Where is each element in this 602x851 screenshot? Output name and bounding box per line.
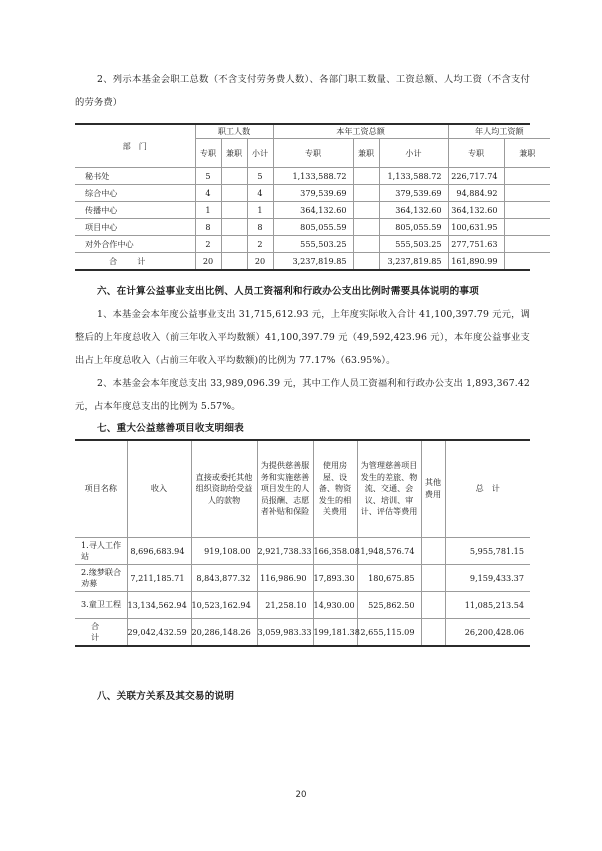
section-six-para-1: 1、本基金会本年度公益事业支出 31,715,612.93 元，上年度实际收入合计 41,100,397.79 元元，调整后的上年度总收入（前三年收入平均数额）41,100,397.79 元（49,592,423.96 元），本年度公益事业支出占上年度总收入（占前三年收入平均数额)的比例为 77.17%（63.95%）。 — [75, 309, 530, 366]
cell-department: 传播中心 — [75, 202, 195, 219]
cell-hc-full: 2 — [195, 236, 221, 253]
table-row — [75, 202, 550, 219]
staff-table-wrapper — [75, 123, 536, 271]
cell-direct-grant: 10,523,162.94 — [191, 592, 257, 619]
table-row — [75, 219, 550, 236]
cell-pc-full: 277,751.63 — [448, 236, 504, 253]
cell-direct-grant: 8,843,877.32 — [191, 565, 257, 592]
header-headcount-subtotal: 小计 — [247, 139, 273, 168]
cell-wage-part — [353, 168, 379, 185]
cell-wage-part — [353, 185, 379, 202]
header-wage-parttime: 兼职 — [353, 139, 379, 168]
header-department: 部 门 — [75, 125, 195, 168]
cell-wage-full: 805,055.59 — [273, 219, 353, 236]
header-headcount-parttime: 兼职 — [221, 139, 247, 168]
cell-total-grand: 26,200,428.06 — [445, 619, 530, 646]
header-headcount: 职工人数 — [195, 125, 273, 139]
header-project-name: 项目名称 — [75, 441, 127, 538]
cell-pc-full: 94,884.92 — [448, 185, 504, 202]
cell-department: 项目中心 — [75, 219, 195, 236]
cell-hc-sub: 4 — [247, 185, 273, 202]
cell-income: 8,696,683.94 — [127, 538, 191, 565]
charity-projects-table-wrapper — [75, 439, 530, 647]
page-content — [75, 68, 536, 708]
header-facility-cost: 使用房屋、设备、物资发生的相关费用 — [313, 441, 357, 538]
cell-pc-part — [504, 219, 550, 236]
cell-total-personnel: 3,059,983.33 — [257, 619, 313, 646]
cell-total-management: 2,655,115.09 — [357, 619, 421, 646]
header-income: 收入 — [127, 441, 191, 538]
cell-pc-full: 226,717.74 — [448, 168, 504, 185]
cell-pc-part — [504, 185, 550, 202]
table-row — [75, 236, 550, 253]
cell-management: 180,675.85 — [357, 565, 421, 592]
cell-hc-part — [221, 168, 247, 185]
cell-hc-full: 1 — [195, 202, 221, 219]
cell-wage-full: 555,503.25 — [273, 236, 353, 253]
table-row — [75, 168, 550, 185]
cell-total-income: 29,042,432.59 — [127, 619, 191, 646]
cell-management: 525,862.50 — [357, 592, 421, 619]
cell-total-wage-sub: 3,237,819.85 — [379, 253, 448, 270]
cell-total: 11,085,213.54 — [445, 592, 530, 619]
intro-item-2: 2、列示本基金会职工总数（不含支付劳务费人数）、各部门职工数量、工资总额、人均工资（不含支付的劳务费） — [75, 74, 530, 108]
charity-table-total-row — [75, 619, 530, 646]
cell-wage-full: 379,539.69 — [273, 185, 353, 202]
header-personnel-cost: 为提供慈善服务和实施慈善项目发生的人员报酬、志愿者补贴和保险 — [257, 441, 313, 538]
cell-total: 9,159,433.37 — [445, 565, 530, 592]
cell-total: 5,955,781.15 — [445, 538, 530, 565]
cell-wage-part — [353, 202, 379, 219]
header-per-capita: 年人均工资额 — [448, 125, 550, 139]
cell-income: 7,211,185.71 — [127, 565, 191, 592]
cell-personnel: 21,258.10 — [257, 592, 313, 619]
cell-department: 综合中心 — [75, 185, 195, 202]
cell-hc-part — [221, 236, 247, 253]
cell-total-label: 合 计 — [75, 619, 127, 646]
table-row — [75, 185, 550, 202]
cell-income: 13,134,562.94 — [127, 592, 191, 619]
section-seven-heading: 七、重大公益慈善项目收支明细表 — [97, 423, 244, 434]
cell-personnel: 2,921,738.33 — [257, 538, 313, 565]
cell-pc-part — [504, 168, 550, 185]
header-management-cost: 为管理慈善项目发生的差旅、物流、交通、会议、培训、审计、评估等费用 — [357, 441, 421, 538]
table-row — [75, 592, 530, 619]
cell-facility: 17,893.30 — [313, 565, 357, 592]
cell-total-label: 合 计 — [75, 253, 195, 270]
cell-hc-full: 5 — [195, 168, 221, 185]
cell-pc-full: 100,631.95 — [448, 219, 504, 236]
cell-other — [421, 538, 445, 565]
cell-facility: 14,930.00 — [313, 592, 357, 619]
cell-management: 1,948,576.74 — [357, 538, 421, 565]
cell-total-hc-sub: 20 — [247, 253, 273, 270]
cell-wage-sub: 1,133,588.72 — [379, 168, 448, 185]
cell-facility: 166,358.08 — [313, 538, 357, 565]
cell-department: 秘书处 — [75, 168, 195, 185]
header-wage-fulltime: 专职 — [273, 139, 353, 168]
cell-total-pc-full: 161,890.99 — [448, 253, 504, 270]
staff-table-group-header-row — [75, 125, 550, 139]
cell-hc-part — [221, 185, 247, 202]
cell-project-name: 2.缘梦联合劝募 — [75, 565, 127, 592]
cell-hc-part — [221, 219, 247, 236]
cell-hc-sub: 8 — [247, 219, 273, 236]
header-headcount-fulltime: 专职 — [195, 139, 221, 168]
charity-table-header-row — [75, 441, 530, 538]
cell-total-facility: 199,181.38 — [313, 619, 357, 646]
cell-other — [421, 592, 445, 619]
cell-hc-sub: 1 — [247, 202, 273, 219]
cell-other — [421, 565, 445, 592]
cell-wage-part — [353, 236, 379, 253]
page-number: 20 — [295, 790, 307, 800]
table-row — [75, 565, 530, 592]
cell-pc-part — [504, 202, 550, 219]
cell-department: 对外合作中心 — [75, 236, 195, 253]
cell-wage-sub: 555,503.25 — [379, 236, 448, 253]
charity-projects-table — [75, 441, 530, 645]
header-grand-total: 总 计 — [445, 441, 530, 538]
header-percapita-parttime: 兼职 — [504, 139, 550, 168]
cell-wage-full: 364,132.60 — [273, 202, 353, 219]
cell-total-hc-full: 20 — [195, 253, 221, 270]
cell-wage-sub: 805,055.59 — [379, 219, 448, 236]
section-eight-heading: 八、关联方关系及其交易的说明 — [97, 691, 235, 702]
staff-table-total-row — [75, 253, 550, 270]
section-six-heading: 六、在计算公益事业支出比例、人员工资福利和行政办公支出比例时需要具体说明的事项 — [97, 286, 479, 297]
header-other-cost: 其他费用 — [421, 441, 445, 538]
cell-total-other — [421, 619, 445, 646]
cell-project-name: 3.童卫工程 — [75, 592, 127, 619]
cell-hc-sub: 2 — [247, 236, 273, 253]
cell-total-wage-full: 3,237,819.85 — [273, 253, 353, 270]
header-wage-subtotal: 小计 — [379, 139, 448, 168]
cell-hc-full: 4 — [195, 185, 221, 202]
cell-pc-part — [504, 236, 550, 253]
table-row — [75, 538, 530, 565]
header-annual-total: 本年工资总额 — [273, 125, 448, 139]
cell-wage-part — [353, 219, 379, 236]
cell-total-hc-part — [221, 253, 247, 270]
header-direct-grant: 直接或委托其他组织资助给受益人的款物 — [191, 441, 257, 538]
section-six-para-2: 2、本基金会本年度总支出 33,989,096.39 元，其中工作人员工资福利和行政办公支出 1,893,367.42 元，占本年度总支出的比例为 5.57%。 — [75, 378, 530, 412]
cell-wage-sub: 364,132.60 — [379, 202, 448, 219]
cell-project-name: 1.寻人工作站 — [75, 538, 127, 565]
cell-hc-part — [221, 202, 247, 219]
cell-total-pc-part — [504, 253, 550, 270]
staff-table — [75, 125, 550, 269]
cell-wage-sub: 379,539.69 — [379, 185, 448, 202]
cell-direct-grant: 919,108.00 — [191, 538, 257, 565]
cell-hc-full: 8 — [195, 219, 221, 236]
cell-total-wage-part — [353, 253, 379, 270]
cell-pc-full: 364,132.60 — [448, 202, 504, 219]
cell-total-direct-grant: 20,286,148.26 — [191, 619, 257, 646]
cell-personnel: 116,986.90 — [257, 565, 313, 592]
cell-hc-sub: 5 — [247, 168, 273, 185]
header-percapita-fulltime: 专职 — [448, 139, 504, 168]
cell-wage-full: 1,133,588.72 — [273, 168, 353, 185]
